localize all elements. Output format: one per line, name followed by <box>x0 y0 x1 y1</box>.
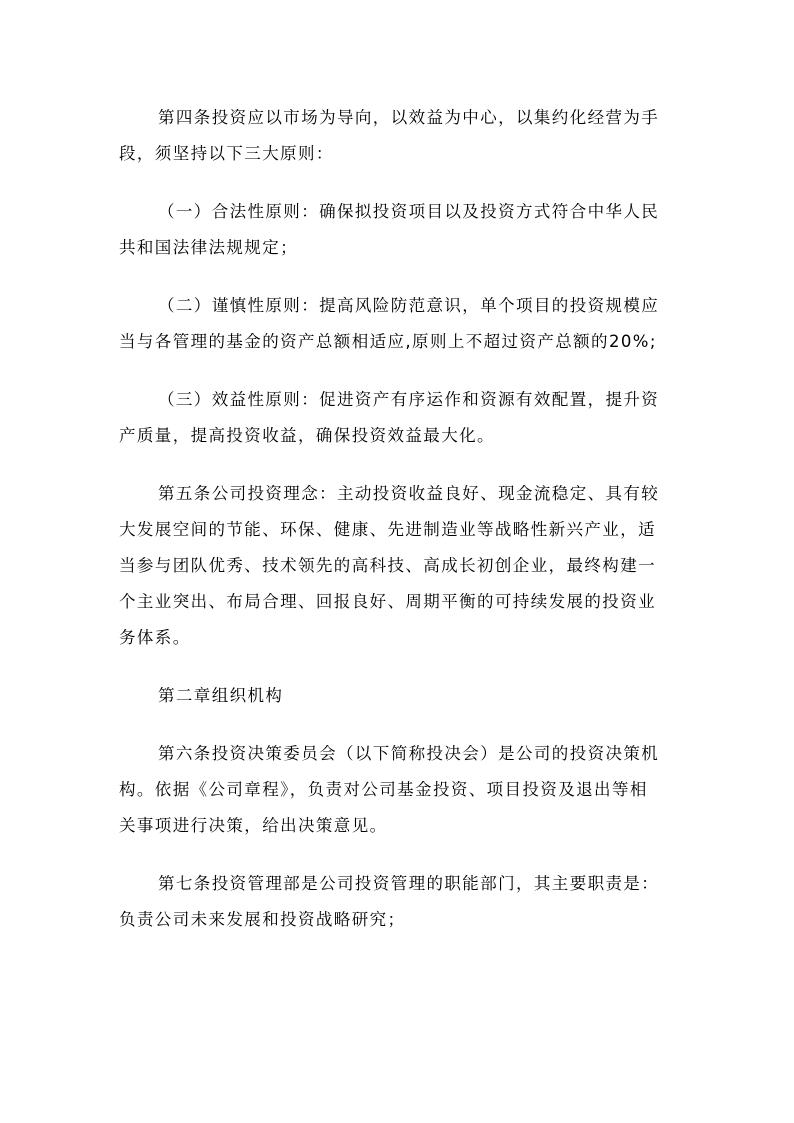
chapter-heading-text: 第二章组织机构 <box>158 686 284 705</box>
paragraph-line: 第六条投资决策委员会（以下简称投决会）是公司的投资决策机 <box>158 744 660 763</box>
article-4-paragraph <box>119 100 681 172</box>
paragraph-line: 第七条投资管理部是公司投资管理的职能部门，其主要职责是： <box>158 874 660 893</box>
document-body <box>119 100 681 960</box>
paragraph-line: 当参与团队优秀、技术领先的高科技、高成长初创企业，最终构建一 <box>119 556 656 575</box>
paragraph-line: 个主业突出、布局合理、回报良好、周期平衡的可持续发展的投资业 <box>119 592 656 611</box>
paragraph-line: 段，须坚持以下三大原则： <box>119 144 334 163</box>
principle-prudence-paragraph <box>119 288 681 360</box>
paragraph-line: （一）合法性原则：确保拟投资项目以及投资方式符合中华人民 <box>158 202 660 221</box>
paragraph-line: 共和国法律法规规定； <box>119 238 298 257</box>
article-6-paragraph <box>119 736 681 844</box>
paragraph-line: 产质量，提高投资收益，确保投资效益最大化。 <box>119 426 495 445</box>
paragraph-line: 第五条公司投资理念：主动投资收益良好、现金流稳定、具有较 <box>158 484 660 503</box>
article-5-paragraph <box>119 476 681 656</box>
paragraph-line: 负责公司未来发展和投资战略研究； <box>119 910 406 929</box>
article-7-paragraph <box>119 866 681 938</box>
principle-legality-paragraph <box>119 194 681 266</box>
paragraph-line: 当与各管理的基金的资产总额相适应,原则上不超过资产总额的20%; <box>119 332 657 351</box>
paragraph-line: 关事项进行决策，给出决策意见。 <box>119 816 388 835</box>
paragraph-line: 大发展空间的节能、环保、健康、先进制造业等战略性新兴产业，适 <box>119 520 656 539</box>
paragraph-line: （三）效益性原则：促进资产有序运作和资源有效配置，提升资 <box>158 390 660 409</box>
paragraph-line: 第四条投资应以市场为导向，以效益为中心，以集约化经营为手 <box>158 108 660 127</box>
paragraph-line: 务体系。 <box>119 628 191 647</box>
paragraph-line: （二）谨慎性原则：提高风险防范意识，单个项目的投资规模应 <box>158 296 660 315</box>
principle-efficiency-paragraph <box>119 382 681 454</box>
chapter-2-heading <box>119 678 681 714</box>
paragraph-line: 构。依据《公司章程》，负责对公司基金投资、项目投资及退出等相 <box>119 780 648 799</box>
